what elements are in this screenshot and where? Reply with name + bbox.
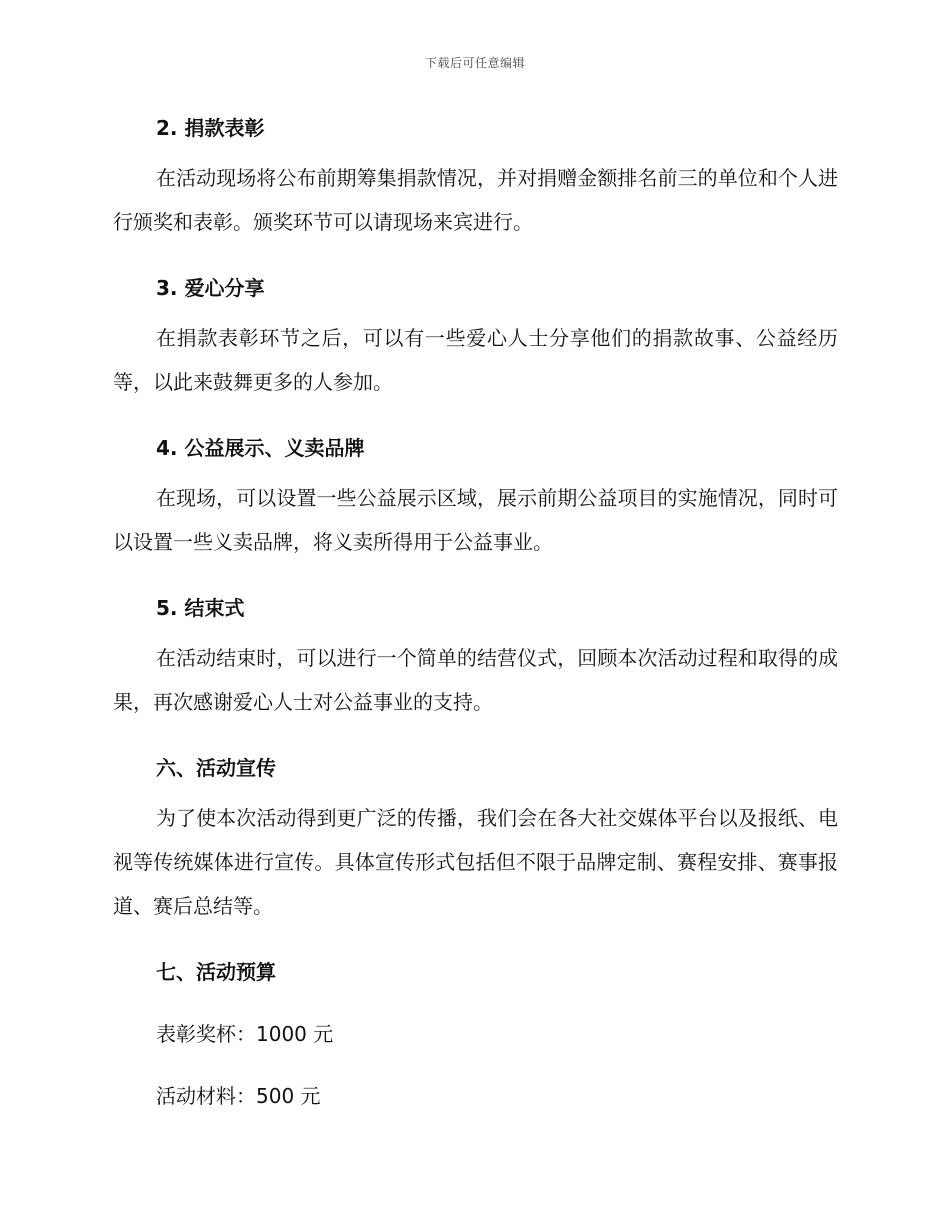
budget-item-materials: 活动材料：500 元: [156, 1084, 321, 1108]
section-paragraph-donation-award: 在活动现场将公布前期筹集捐款情况，并对捐赠金额排名前三的单位和个人进行颁奖和表彰。颁奖环节可以请现场来宾进行。: [113, 166, 838, 234]
section-heading-charity-display: 4. 公益展示、义卖品牌: [156, 436, 365, 460]
section-paragraph-closing: 在活动结束时，可以进行一个简单的结营仪式，回顾本次活动过程和取得的成果，再次感谢爱心人士对公益事业的支持。: [113, 646, 838, 714]
section-heading-donation-award: 2. 捐款表彰: [156, 116, 265, 140]
page-header-note: 下载后可任意编辑: [424, 56, 525, 70]
section-heading-budget: 七、活动预算: [156, 960, 276, 984]
section-heading-love-sharing: 3. 爱心分享: [156, 276, 265, 300]
document-body: [113, 110, 838, 1114]
section-paragraph-charity-display: 在现场，可以设置一些公益展示区域，展示前期公益项目的实施情况，同时可以设置一些义卖品牌，将义卖所得用于公益事业。: [113, 486, 838, 554]
section-paragraph-publicity: 为了使本次活动得到更广泛的传播，我们会在各大社交媒体平台以及报纸、电视等传统媒体进行宣传。具体宣传形式包括但不限于品牌定制、赛程安排、赛事报道、赛后总结等。: [113, 806, 838, 918]
section-paragraph-love-sharing: 在捐款表彰环节之后，可以有一些爱心人士分享他们的捐款故事、公益经历等，以此来鼓舞更多的人参加。: [113, 326, 838, 394]
section-heading-publicity: 六、活动宣传: [156, 756, 276, 780]
section-heading-closing: 5. 结束式: [156, 596, 245, 620]
budget-item-trophy: 表彰奖杯：1000 元: [156, 1022, 334, 1046]
